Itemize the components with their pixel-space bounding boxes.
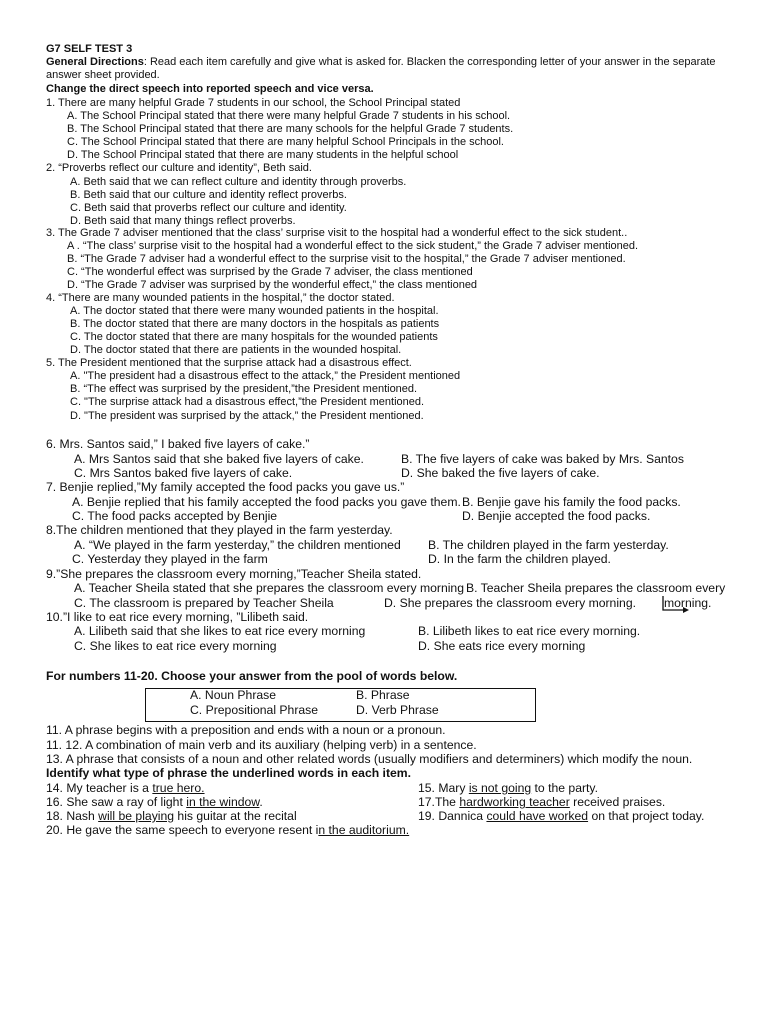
answer-option: C. Mrs Santos baked five layers of cake.	[74, 466, 293, 480]
underlined-phrase: is not going	[468, 781, 532, 795]
item-text: 19. Dannica	[418, 809, 487, 823]
answer-option: C. Yesterday they played in the farm	[72, 552, 268, 566]
section-heading: Identify what type of phrase the underlined words in each item.	[46, 766, 412, 780]
question-stem: 8.The children mentioned that they played in the farm yesterday.	[46, 523, 393, 537]
answer-option: A . “The class’ surprise visit to the hospital had a wonderful effect to the sick student,” the Grade 7 adviser mentioned.	[67, 240, 639, 252]
item-text: 15. Mary	[418, 781, 469, 795]
answer-option: B. Benjie gave his family the food packs.	[462, 495, 681, 509]
answer-option: B. “The Grade 7 adviser had a wonderful effect to the surprise visit to the hospital,” the Grade 7 adviser mentioned.	[67, 253, 626, 265]
answer-option: D. The School Principal stated that there are many students in the helpful school	[67, 149, 459, 161]
answer-option: A. The School Principal stated that there were many helpful Grade 7 students in his school.	[67, 110, 511, 122]
answer-option: A. "The president had a disastrous effect to the attack,” the President mentioned	[70, 370, 461, 382]
section-heading: Change the direct speech into reported speech and vice versa.	[46, 83, 374, 95]
answer-option: D. Benjie accepted the food packs.	[462, 509, 651, 523]
question-item	[418, 809, 704, 823]
item-text: on that project today.	[588, 809, 705, 823]
answer-option: C. The classroom is prepared by Teacher Sheila	[74, 596, 334, 610]
answer-option: D. Beth said that many things reflect proverbs.	[70, 215, 296, 227]
answer-option: A. “We played in the farm yesterday,” the children mentioned	[74, 538, 401, 552]
directions-text-cont: answer sheet provided.	[46, 69, 160, 81]
question-stem: 2. “Proverbs reflect our culture and identity”, Beth said.	[46, 162, 312, 174]
question-item: 13. A phrase that consists of a noun and other related words (usually modifiers and determiners) which modify the noun.	[46, 752, 693, 766]
pool-option: B. Phrase	[356, 688, 410, 702]
answer-option: B. “The effect was surprised by the president,”the President mentioned.	[70, 383, 418, 395]
answer-option: B. Lilibeth likes to eat rice every morning.	[418, 624, 641, 638]
item-text: 17.The	[418, 795, 460, 809]
underlined-phrase: hardworking teacher	[459, 795, 570, 809]
answer-option: C. The doctor stated that there are many hospitals for the wounded patients	[70, 331, 438, 343]
pool-option: D. Verb Phrase	[356, 703, 439, 717]
answer-option: D. The doctor stated that there are patients in the wounded hospital.	[70, 344, 402, 356]
answer-option: C. The food packs accepted by Benjie	[72, 509, 278, 523]
answer-option: C. The School Principal stated that there are many helpful School Principals in the school.	[67, 136, 504, 148]
question-item: 11. A phrase begins with a preposition and ends with a noun or a pronoun.	[46, 723, 446, 737]
question-item: 11. 12. A combination of main verb and its auxiliary (helping verb) in a sentence.	[46, 738, 477, 752]
question-stem: 9.”She prepares the classroom every morning,”Teacher Sheila stated.	[46, 567, 422, 581]
item-text: 18. Nash	[46, 809, 99, 823]
answer-option: C. Beth said that proverbs reflect our culture and identity.	[70, 202, 347, 214]
answer-option: D. In the farm the children played.	[428, 552, 611, 566]
answer-option: D. "The president was surprised by the attack,” the President mentioned.	[70, 410, 424, 422]
answer-option-continued: morning.	[664, 596, 712, 610]
question-item	[46, 823, 409, 837]
section-heading: For numbers 11-20. Choose your answer from the pool of words below.	[46, 669, 458, 683]
directions-label: General Directions	[46, 56, 144, 68]
answer-option: B. The five layers of cake was baked by Mrs. Santos	[401, 452, 684, 466]
general-directions	[46, 56, 716, 69]
question-item	[418, 781, 598, 795]
item-text: 14. My teacher is a	[46, 781, 153, 795]
answer-option: B. Beth said that our culture and identity reflect proverbs.	[70, 189, 347, 201]
underlined-phrase: will be playing	[98, 809, 175, 823]
answer-option: B. The doctor stated that there are many doctors in the hospitals as patients	[70, 318, 440, 330]
answer-option: A. Mrs Santos said that she baked five layers of cake.	[74, 452, 364, 466]
pool-option: A. Noun Phrase	[190, 688, 277, 702]
question-stem: 1. There are many helpful Grade 7 students in our school, the School Principal stated	[46, 97, 461, 109]
answer-option: A. Lilibeth said that she likes to eat rice every morning	[74, 624, 366, 638]
answer-option: B. The children played in the farm yesterday.	[428, 538, 669, 552]
underlined-phrase: true hero.	[152, 781, 205, 795]
item-text: to the party.	[531, 781, 598, 795]
question-stem: 4. “There are many wounded patients in the hospital,” the doctor stated.	[46, 292, 395, 304]
answer-option: A. Teacher Sheila stated that she prepares the classroom every morning	[74, 581, 464, 595]
answer-option: A. The doctor stated that there were many wounded patients in the hospital.	[70, 305, 439, 317]
item-text: his guitar at the recital	[174, 809, 297, 823]
item-text: 16. She saw a ray of light	[46, 795, 187, 809]
question-stem: 6. Mrs. Santos said,” I baked five layers of cake.”	[46, 437, 310, 451]
item-text: received praises.	[569, 795, 666, 809]
answer-option: C. "The surprise attack had a disastrous effect,”the President mentioned.	[70, 396, 425, 408]
directions-text: : Read each item carefully and give what is asked for. Blacken the corresponding letter of your answer in the separate	[143, 56, 716, 68]
answer-option: A. Beth said that we can reflect culture and identity through proverbs.	[70, 176, 407, 188]
question-item	[418, 795, 665, 809]
underlined-phrase: in the window	[186, 795, 260, 809]
question-item	[46, 809, 297, 823]
answer-option: B. The School Principal stated that there are many schools for the helpful Grade 7 students.	[67, 123, 514, 135]
question-item	[46, 795, 263, 809]
item-text: 20. He gave the same speech to everyone resent i	[46, 823, 319, 837]
answer-option: A. Benjie replied that his family accepted the food packs you gave them.	[72, 495, 461, 509]
item-text: .	[259, 795, 263, 809]
question-item	[46, 781, 205, 795]
underlined-phrase: could have worked	[486, 809, 589, 823]
question-stem: 7. Benjie replied,”My family accepted the food packs you gave us.”	[46, 480, 405, 494]
page-title: G7 SELF TEST 3	[46, 43, 133, 55]
answer-option: D. She baked the five layers of cake.	[401, 466, 600, 480]
question-stem: 10.”I like to eat rice every morning, ”Lilibeth said.	[46, 610, 309, 624]
underlined-phrase: n the auditorium.	[318, 823, 410, 837]
answer-option: D. “The Grade 7 adviser was surprised by the wonderful effect,” the class mentioned	[67, 279, 478, 291]
question-stem: 3. The Grade 7 adviser mentioned that the class’ surprise visit to the hospital had a wonderful effect to the sick student..	[46, 227, 628, 239]
answer-option: D. She prepares the classroom every morning.	[384, 596, 636, 610]
pool-option: C. Prepositional Phrase	[190, 703, 319, 717]
question-stem: 5. The President mentioned that the surprise attack had a disastrous effect.	[46, 357, 412, 369]
answer-option: C. “The wonderful effect was surprised by the Grade 7 adviser, the class mentioned	[67, 266, 473, 278]
answer-option: B. Teacher Sheila prepares the classroom every	[466, 581, 726, 595]
answer-option: D. She eats rice every morning	[418, 639, 586, 653]
answer-option: C. She likes to eat rice every morning	[74, 639, 277, 653]
